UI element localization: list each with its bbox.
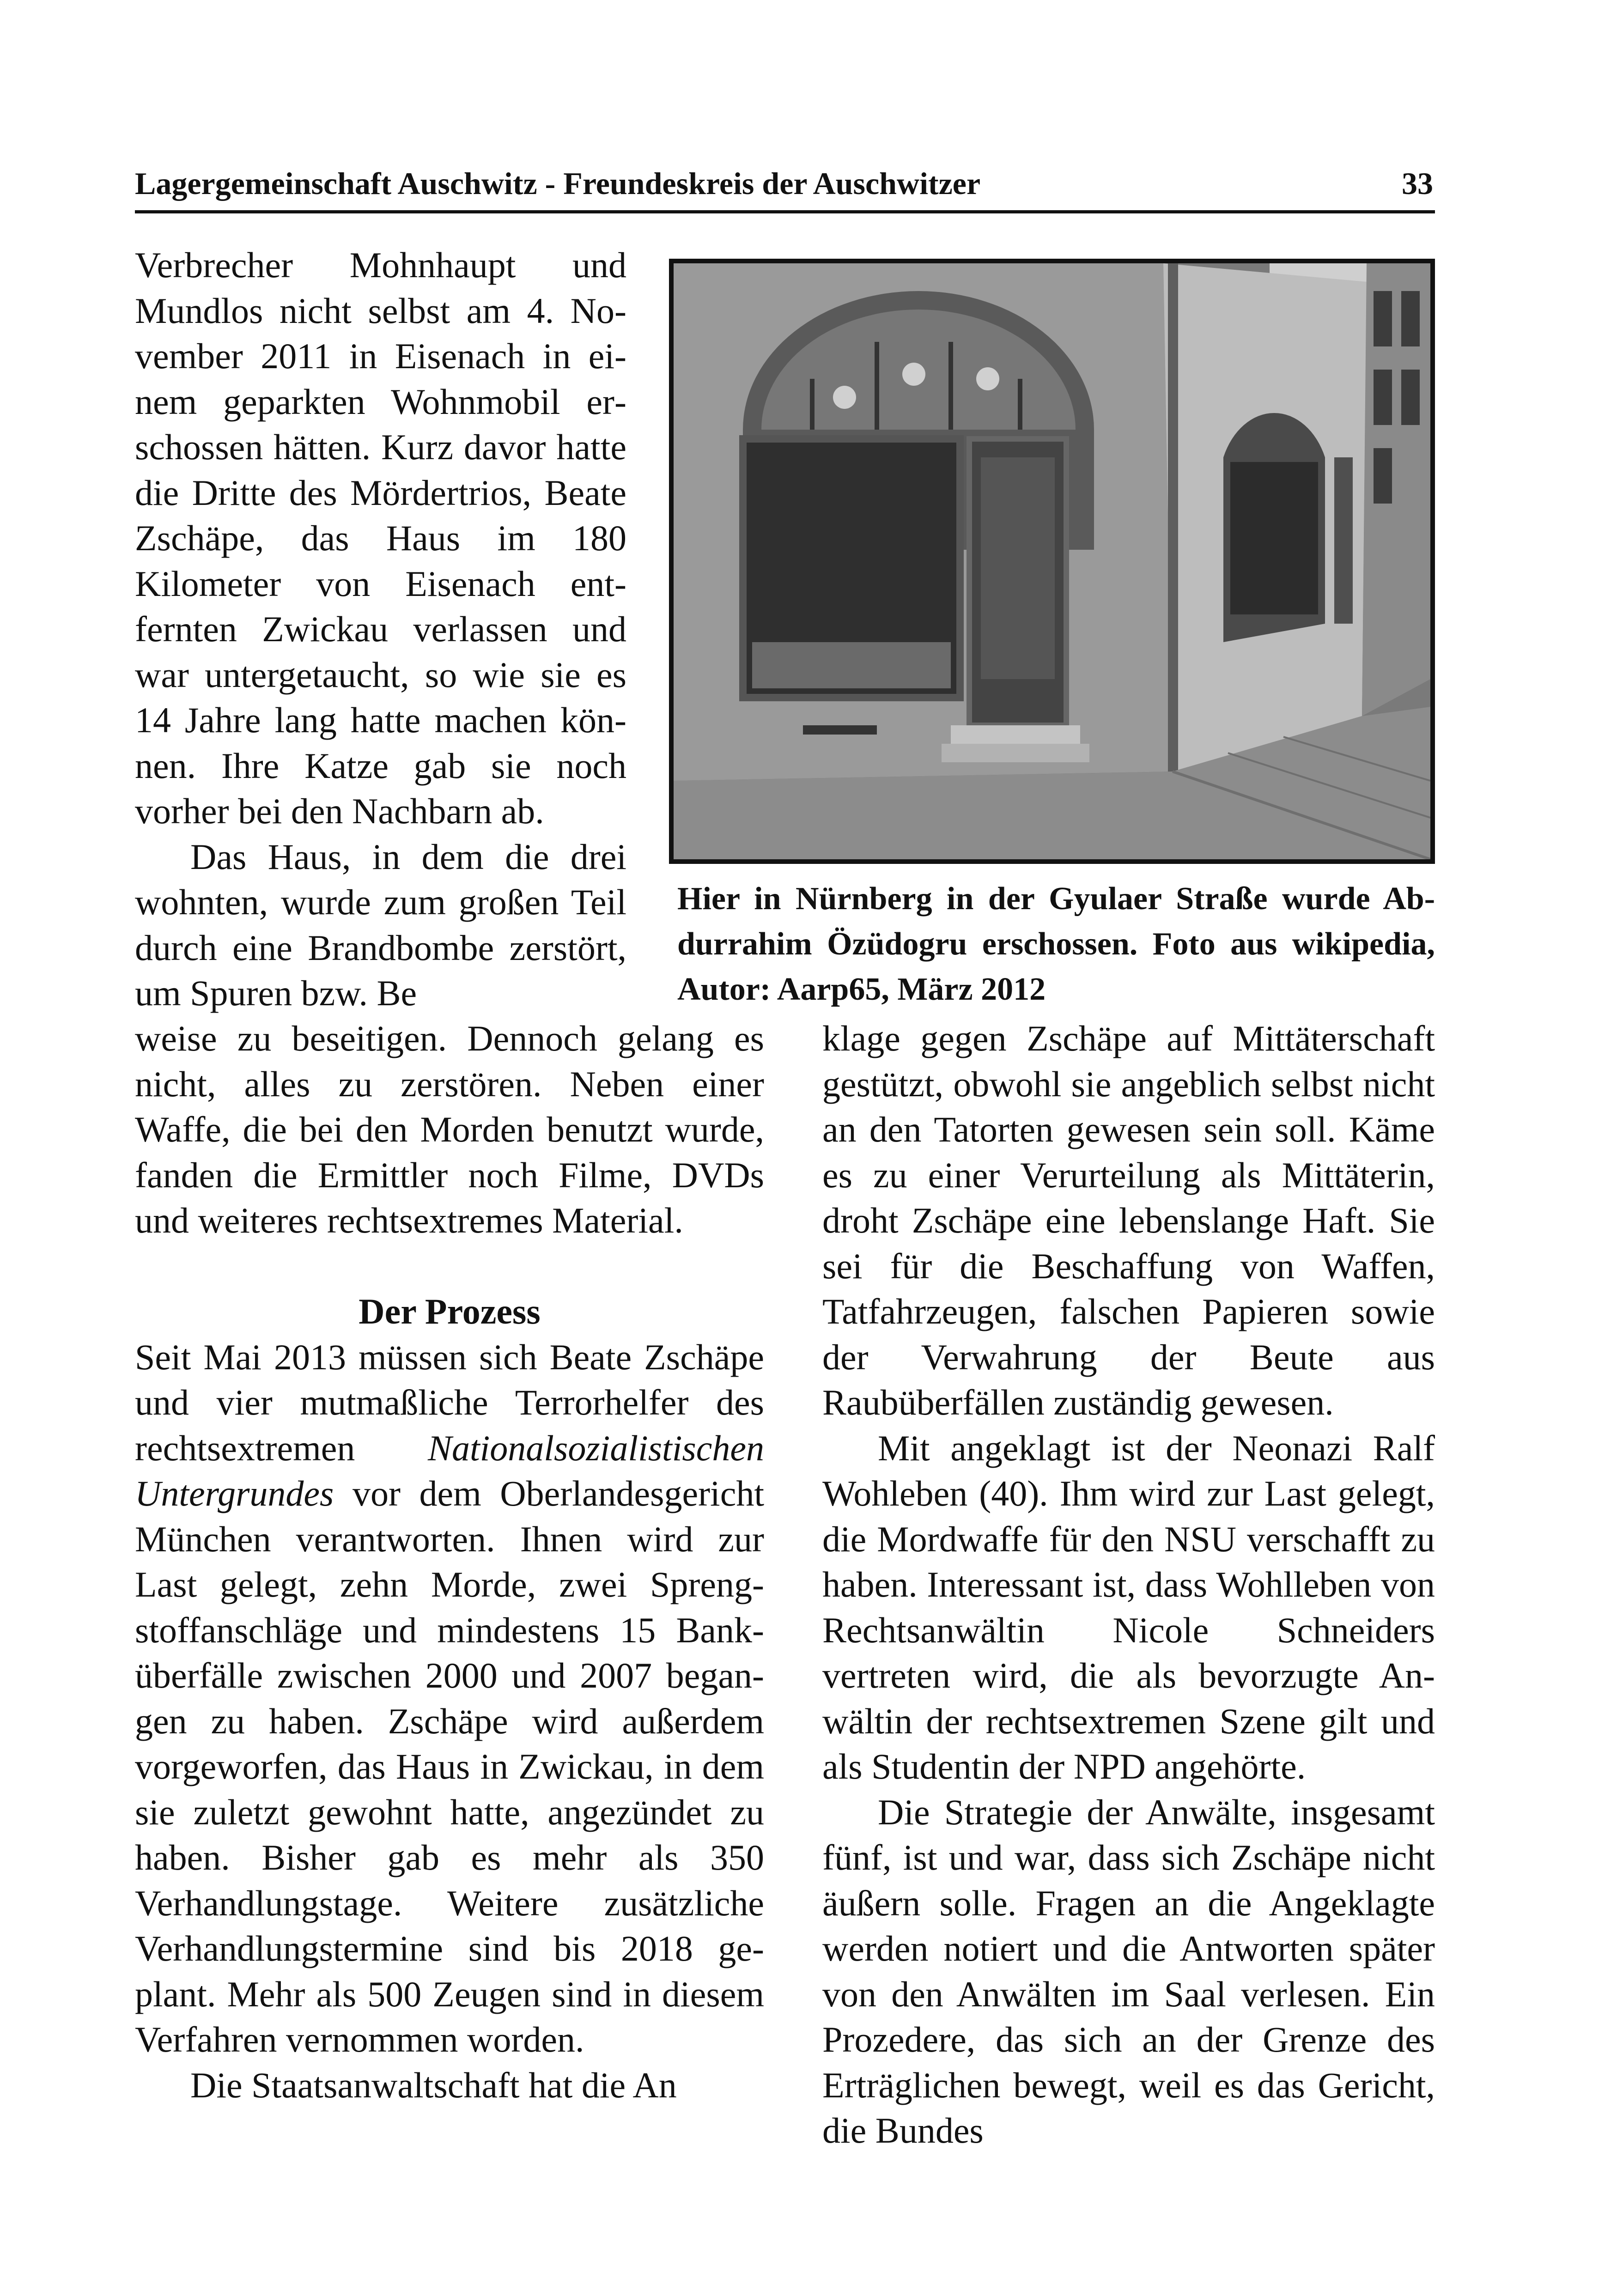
street-photo bbox=[669, 259, 1435, 864]
header-title: Lagergemeinschaft Auschwitz - Freundeskreis der Auschwitzer bbox=[135, 166, 981, 201]
photo-caption: Hier in Nürnberg in der Gyulaer Straße wurde Abdurrahim Özüdogru erschossen. Foto aus wikipedia, Autor: Aarp65, März 2012 bbox=[677, 881, 1435, 1007]
paragraph: Verbrecher Mohnhaupt und Mundlos nicht selbst am 4. November 2011 in Eisenach in einem geparkten Wohnmobil erschossen hätten. Kurz davor hatte die Dritte des Mördertrios, Beate Zschäpe, das Haus im 180 Kilometer von Eisenach entfernten Zwickau verlassen und war untergetaucht, so wie sie es 14 Jahre lang hatte machen können. Ihre Katze gab sie noch vorher bei den Nachbarn ab. bbox=[135, 245, 626, 831]
text-run: Seit Mai 2013 müssen sich Beate Zschäpe und vier mutmaßliche Terrorhelfer des rechtsextremen bbox=[135, 1336, 764, 1468]
left-column-bottom bbox=[135, 1016, 764, 2108]
italic-term: Nationalsozialistischen Untergrundes bbox=[135, 1427, 764, 1513]
paragraph: Die Staatsanwaltschaft hat die An bbox=[190, 2065, 677, 2105]
paragraph: Das Haus, in dem die drei wohnten, wurde zum großen Teil durch eine Brandbombe zerstört, um Spuren bzw. Be bbox=[135, 836, 626, 1013]
section-heading: Der Prozess bbox=[359, 1291, 541, 1331]
running-header bbox=[135, 163, 1435, 213]
paragraph: Die Strategie der Anwälte, insgesamt fünf, ist und war, dass sich Zschäpe nicht äußern solle. Fragen an die Angeklagte werden notiert und die Antworten später von den Anwälten im Saal verlesen. Ein Prozedere, das sich an der Grenze des Erträglichen bewegt, weil es das Gericht, die Bundes bbox=[822, 1792, 1435, 2150]
page-number: 33 bbox=[1402, 166, 1433, 201]
paragraph: Mit angeklagt ist der Neonazi Ralf Wohleben (40). Ihm wird zur Last gelegt, die Mordwaffe für den NSU verschafft zu haben. Interessant ist, dass Wohlleben von Rechtsanwältin Nicole Schneiders vertreten wird, die als bevorzugte Anwältin der rechtsextremen Szene gilt und als Studentin der NPD angehörte. bbox=[822, 1427, 1435, 1786]
building-corner-image bbox=[674, 263, 1430, 859]
left-column-top bbox=[135, 243, 626, 1016]
paragraph: klage gegen Zschäpe auf Mittäterschaft gestützt, obwohl sie angeblich selbst nicht an den Tatorten gewesen sein soll. Käme es zu einer Verurteilung als Mittäterin, droht Zschäpe eine lebenslange Haft. Sie sei für die Beschaffung von Waffen, Tatfahrzeugen, falschen Papieren sowie der Verwahrung der Beute aus Raubüberfällen zuständig gewesen. bbox=[822, 1018, 1435, 1422]
paragraph bbox=[135, 1335, 764, 2063]
paragraph: weise zu beseitigen. Dennoch gelang es nicht, alles zu zerstören. Neben einer Waffe, die bei den Morden benutzt wurde, fanden die Ermittler noch Filme, DVDs und weiteres rechtsextremes Material. bbox=[135, 1018, 764, 1240]
right-column bbox=[822, 1016, 1435, 2154]
text-run: vor dem Oberlandesgericht München verantworten. Ihnen wird zur Last gelegt, zehn Morde, zwei Sprengstoffanschläge und mindestens 15 Banküberfälle zwischen 2000 und 2007 begangen zu haben. Zschäpe wird außerdem vorgeworfen, das Haus in Zwickau, in dem sie zuletzt gewohnt hatte, angezündet zu haben. Bisher gab es mehr als 350 Verhandlungstage. Weitere zusätzliche Verhandlungstermine sind bis 2018 geplant. Mehr als 500 Zeugen sind in diesem Verfahren vernommen worden. bbox=[135, 1473, 765, 2059]
